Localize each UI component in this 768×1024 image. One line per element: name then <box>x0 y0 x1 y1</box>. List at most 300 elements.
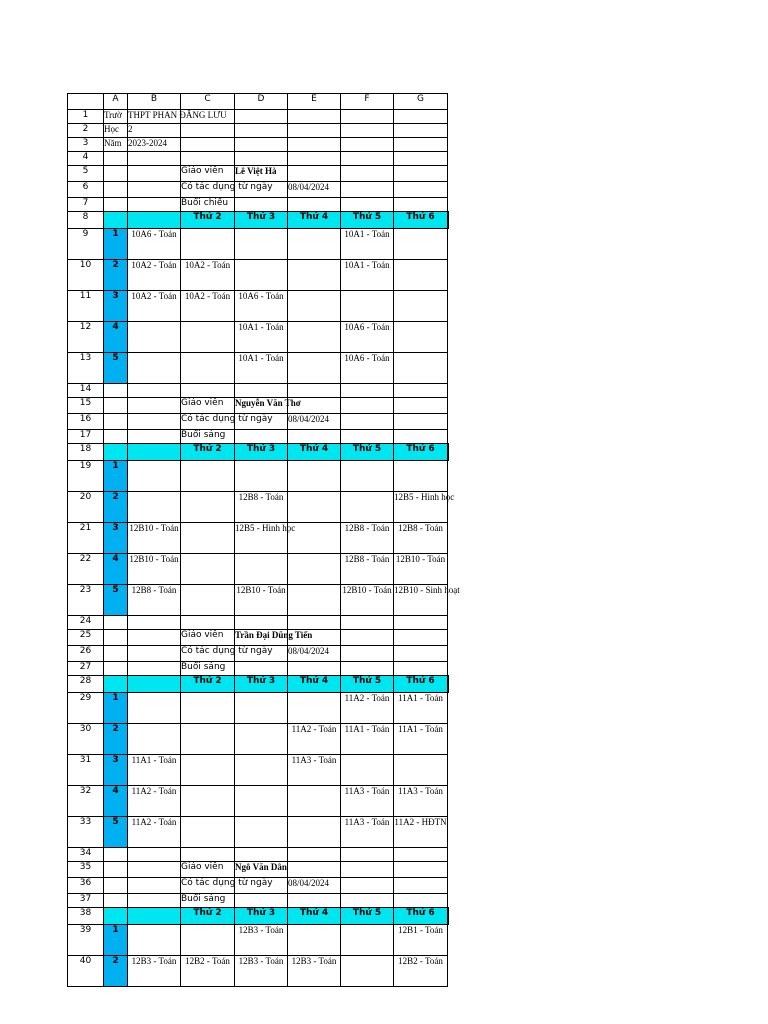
schedule-cell[interactable]: 10A2 - Toán <box>181 260 235 291</box>
row-number[interactable]: 10 <box>68 260 104 291</box>
day-header[interactable]: Thứ 2 <box>181 444 235 461</box>
schedule-cell[interactable] <box>394 229 448 260</box>
period-number[interactable]: 2 <box>104 724 128 755</box>
day-header[interactable]: Thứ 4 <box>288 212 341 229</box>
cell[interactable] <box>394 152 448 166</box>
header-blank[interactable] <box>128 444 181 461</box>
session-label[interactable]: Buổi sáng <box>181 430 235 444</box>
day-header[interactable]: Thứ 3 <box>235 212 288 229</box>
schedule-cell[interactable] <box>288 492 341 523</box>
effective-label-cell[interactable] <box>181 414 273 430</box>
row-number[interactable]: 22 <box>68 554 104 585</box>
column-header-g[interactable]: G <box>394 94 448 110</box>
schedule-cell[interactable] <box>341 956 394 987</box>
schedule-cell[interactable] <box>128 461 181 492</box>
row-number[interactable]: 38 <box>68 908 104 925</box>
cell[interactable] <box>341 182 394 198</box>
schedule-cell[interactable]: 12B8 - Toán <box>394 523 448 554</box>
period-number[interactable]: 4 <box>104 786 128 817</box>
cell[interactable] <box>235 110 288 124</box>
day-header[interactable]: Thứ 5 <box>341 908 394 925</box>
cell[interactable] <box>394 630 448 646</box>
period-number[interactable]: 5 <box>104 585 128 616</box>
schedule-cell[interactable] <box>235 260 288 291</box>
schedule-cell[interactable] <box>181 492 235 523</box>
period-number[interactable]: 1 <box>104 693 128 724</box>
schedule-cell[interactable]: 10A1 - Toán <box>341 229 394 260</box>
schedule-cell[interactable] <box>394 755 448 786</box>
cell[interactable] <box>104 848 128 862</box>
teacher-label[interactable]: Giáo viên <box>181 166 235 182</box>
cell[interactable] <box>235 430 288 444</box>
cell[interactable] <box>288 848 341 862</box>
header-blank[interactable] <box>128 212 181 229</box>
schedule-cell[interactable]: 10A2 - Toán <box>128 260 181 291</box>
cell[interactable] <box>288 124 341 138</box>
session-label[interactable]: Buổi sáng <box>181 662 235 676</box>
cell[interactable] <box>341 152 394 166</box>
row-number[interactable]: 19 <box>68 461 104 492</box>
row-number[interactable]: 37 <box>68 894 104 908</box>
schedule-cell[interactable]: 10A6 - Toán <box>341 322 394 353</box>
cell[interactable] <box>128 198 181 212</box>
cell[interactable] <box>288 198 341 212</box>
schedule-cell[interactable] <box>288 693 341 724</box>
schedule-cell[interactable] <box>181 523 235 554</box>
header-blank[interactable] <box>128 676 181 693</box>
cell[interactable] <box>341 862 394 878</box>
day-header[interactable]: Thứ 6 <box>394 444 448 461</box>
schedule-cell[interactable] <box>235 693 288 724</box>
cell[interactable] <box>181 848 235 862</box>
header-corner[interactable] <box>104 212 128 229</box>
schedule-cell[interactable]: 10A2 - Toán <box>181 291 235 322</box>
schedule-cell[interactable]: 12B1 - Toán <box>394 925 448 956</box>
schedule-cell[interactable] <box>235 724 288 755</box>
schedule-cell[interactable] <box>235 755 288 786</box>
row-number[interactable]: 9 <box>68 229 104 260</box>
cell[interactable] <box>181 384 235 398</box>
row-number[interactable]: 23 <box>68 585 104 616</box>
schedule-cell[interactable]: 11A3 - Toán <box>394 786 448 817</box>
schedule-cell[interactable] <box>128 724 181 755</box>
row-number[interactable]: 16 <box>68 414 104 430</box>
row-number[interactable]: 1 <box>68 110 104 124</box>
cell[interactable] <box>341 384 394 398</box>
schedule-cell[interactable]: 11A1 - Toán <box>341 724 394 755</box>
column-header-f[interactable]: F <box>341 94 394 110</box>
schedule-cell[interactable] <box>288 523 341 554</box>
schedule-cell[interactable] <box>235 817 288 848</box>
cell[interactable] <box>288 152 341 166</box>
teacher-name[interactable]: Nguyễn Văn Thơ <box>235 398 288 414</box>
row-number[interactable]: 6 <box>68 182 104 198</box>
cell[interactable] <box>104 430 128 444</box>
cell[interactable] <box>235 138 288 152</box>
cell[interactable] <box>288 862 341 878</box>
cell[interactable] <box>288 384 341 398</box>
schedule-cell[interactable] <box>181 554 235 585</box>
cell[interactable] <box>394 198 448 212</box>
effective-date[interactable]: 08/04/2024 <box>288 414 341 430</box>
effective-date[interactable]: 08/04/2024 <box>288 646 341 662</box>
row-number[interactable]: 35 <box>68 862 104 878</box>
schedule-cell[interactable] <box>288 291 341 322</box>
column-header-b[interactable]: B <box>128 94 181 110</box>
day-header[interactable]: Thứ 3 <box>235 444 288 461</box>
cell[interactable] <box>128 894 181 908</box>
schedule-cell[interactable] <box>288 461 341 492</box>
row-number[interactable]: 30 <box>68 724 104 755</box>
schedule-cell[interactable] <box>288 817 341 848</box>
schedule-cell[interactable]: 12B10 - Toán <box>235 585 288 616</box>
day-header[interactable]: Thứ 5 <box>341 676 394 693</box>
day-header[interactable]: Thứ 4 <box>288 908 341 925</box>
cell[interactable] <box>394 182 448 198</box>
schedule-cell[interactable] <box>288 322 341 353</box>
cell[interactable] <box>235 384 288 398</box>
cell[interactable] <box>341 848 394 862</box>
teacher-name[interactable]: Trần Đại Dũng Tiến <box>235 630 288 646</box>
cell[interactable] <box>128 430 181 444</box>
schedule-cell[interactable] <box>394 353 448 384</box>
schedule-cell[interactable]: 12B5 - Hình học <box>235 523 288 554</box>
cell[interactable] <box>341 616 394 630</box>
row-number[interactable]: 26 <box>68 646 104 662</box>
cell[interactable] <box>288 430 341 444</box>
cell[interactable] <box>128 414 181 430</box>
schedule-cell[interactable] <box>181 461 235 492</box>
row-number[interactable]: 3 <box>68 138 104 152</box>
column-header-c[interactable]: C <box>181 94 235 110</box>
cell[interactable] <box>394 414 448 430</box>
schedule-cell[interactable]: 10A2 - Toán <box>128 291 181 322</box>
schedule-cell[interactable] <box>394 322 448 353</box>
cell[interactable] <box>128 630 181 646</box>
cell[interactable] <box>128 124 181 138</box>
teacher-label[interactable]: Giáo viên <box>181 630 235 646</box>
period-number[interactable]: 2 <box>104 956 128 987</box>
cell[interactable] <box>104 862 128 878</box>
row-number[interactable]: 14 <box>68 384 104 398</box>
schedule-cell[interactable]: 11A2 - Toán <box>341 693 394 724</box>
day-header[interactable] <box>448 212 449 229</box>
row-number[interactable]: 24 <box>68 616 104 630</box>
session-label[interactable]: Buổi chiều <box>181 198 235 212</box>
day-header[interactable]: Thứ 4 <box>288 676 341 693</box>
cell[interactable] <box>394 662 448 676</box>
schedule-cell[interactable] <box>128 353 181 384</box>
cell[interactable] <box>394 398 448 414</box>
day-header[interactable] <box>448 676 449 693</box>
row-number[interactable]: 11 <box>68 291 104 322</box>
cell[interactable] <box>128 616 181 630</box>
row-number[interactable]: 31 <box>68 755 104 786</box>
cell[interactable] <box>341 414 394 430</box>
schedule-cell[interactable]: 11A2 - Toán <box>128 817 181 848</box>
cell[interactable] <box>341 124 394 138</box>
school-label[interactable]: Trườ <box>104 110 128 124</box>
header-blank[interactable] <box>128 908 181 925</box>
schedule-cell[interactable]: 12B10 - Toán <box>128 554 181 585</box>
period-number[interactable]: 3 <box>104 523 128 554</box>
cell[interactable] <box>104 398 128 414</box>
cell[interactable] <box>128 662 181 676</box>
row-number[interactable]: 28 <box>68 676 104 693</box>
cell[interactable] <box>394 862 448 878</box>
schedule-cell[interactable]: 12B8 - Toán <box>341 554 394 585</box>
row-number[interactable]: 4 <box>68 152 104 166</box>
period-number[interactable]: 1 <box>104 461 128 492</box>
session-label[interactable]: Buổi sáng <box>181 894 235 908</box>
schedule-cell[interactable] <box>235 786 288 817</box>
cell[interactable] <box>181 616 235 630</box>
schedule-cell[interactable] <box>341 461 394 492</box>
schedule-cell[interactable] <box>288 554 341 585</box>
day-header[interactable]: Thứ 5 <box>341 212 394 229</box>
cell[interactable] <box>341 110 394 124</box>
day-header[interactable] <box>448 908 449 925</box>
effective-label-cell[interactable] <box>181 646 273 662</box>
schedule-cell[interactable] <box>341 291 394 322</box>
row-number[interactable]: 2 <box>68 124 104 138</box>
day-header[interactable]: Thứ 6 <box>394 676 448 693</box>
spreadsheet-grid[interactable] <box>67 93 460 987</box>
cell[interactable] <box>341 430 394 444</box>
schedule-cell[interactable]: 11A3 - Toán <box>341 786 394 817</box>
cell[interactable] <box>288 138 341 152</box>
schedule-cell[interactable]: 10A1 - Toán <box>235 322 288 353</box>
column-header-e[interactable]: E <box>288 94 341 110</box>
effective-date[interactable]: 08/04/2024 <box>288 182 341 198</box>
cell[interactable] <box>128 182 181 198</box>
schedule-cell[interactable] <box>394 291 448 322</box>
schedule-cell[interactable]: 11A3 - Toán <box>341 817 394 848</box>
schedule-cell[interactable]: 10A1 - Toán <box>235 353 288 384</box>
row-number[interactable]: 40 <box>68 956 104 987</box>
schedule-cell[interactable] <box>288 353 341 384</box>
schedule-cell[interactable]: 11A2 - Toán <box>128 786 181 817</box>
cell[interactable] <box>341 646 394 662</box>
schedule-cell[interactable] <box>181 786 235 817</box>
schedule-cell[interactable] <box>181 585 235 616</box>
row-number[interactable]: 7 <box>68 198 104 212</box>
schedule-cell[interactable]: 10A1 - Toán <box>341 260 394 291</box>
cell[interactable] <box>341 198 394 212</box>
period-number[interactable]: 1 <box>104 229 128 260</box>
schedule-cell[interactable]: 12B3 - Toán <box>288 956 341 987</box>
day-header[interactable]: Thứ 6 <box>394 908 448 925</box>
row-number[interactable]: 39 <box>68 925 104 956</box>
row-number[interactable]: 33 <box>68 817 104 848</box>
cell[interactable] <box>394 110 448 124</box>
row-number[interactable]: 18 <box>68 444 104 461</box>
cell[interactable] <box>128 152 181 166</box>
cell[interactable] <box>394 138 448 152</box>
period-number[interactable]: 3 <box>104 291 128 322</box>
cell[interactable] <box>128 878 181 894</box>
cell[interactable] <box>235 616 288 630</box>
cell[interactable] <box>341 630 394 646</box>
schedule-cell[interactable] <box>181 693 235 724</box>
cell[interactable] <box>181 152 235 166</box>
schedule-cell[interactable] <box>235 461 288 492</box>
schedule-cell[interactable]: 12B3 - Toán <box>235 925 288 956</box>
schedule-cell[interactable] <box>288 925 341 956</box>
schedule-cell[interactable]: 12B10 - Toán <box>341 585 394 616</box>
schedule-cell[interactable] <box>181 724 235 755</box>
period-number[interactable]: 5 <box>104 817 128 848</box>
period-number[interactable]: 4 <box>104 322 128 353</box>
cell[interactable] <box>104 646 128 662</box>
schedule-cell[interactable]: 11A1 - Toán <box>394 724 448 755</box>
cell[interactable] <box>394 430 448 444</box>
schedule-cell[interactable] <box>181 353 235 384</box>
cell[interactable] <box>104 384 128 398</box>
cell[interactable] <box>104 878 128 894</box>
teacher-label[interactable]: Giáo viên <box>181 398 235 414</box>
term-label[interactable]: Học <box>104 124 128 138</box>
schedule-cell[interactable] <box>288 229 341 260</box>
cell[interactable] <box>128 166 181 182</box>
schedule-cell[interactable]: 12B10 - Toán <box>394 554 448 585</box>
period-number[interactable]: 1 <box>104 925 128 956</box>
cell[interactable] <box>394 848 448 862</box>
cell[interactable] <box>104 616 128 630</box>
day-header[interactable]: Thứ 3 <box>235 908 288 925</box>
cell[interactable] <box>394 616 448 630</box>
period-number[interactable]: 2 <box>104 260 128 291</box>
row-number[interactable]: 25 <box>68 630 104 646</box>
day-header[interactable]: Thứ 5 <box>341 444 394 461</box>
cell[interactable] <box>288 110 341 124</box>
cell[interactable] <box>235 848 288 862</box>
row-number[interactable]: 15 <box>68 398 104 414</box>
schedule-cell[interactable] <box>341 492 394 523</box>
cell[interactable] <box>394 166 448 182</box>
effective-label-cell[interactable] <box>181 182 273 198</box>
schedule-cell[interactable] <box>394 260 448 291</box>
period-number[interactable]: 2 <box>104 492 128 523</box>
period-number[interactable]: 3 <box>104 755 128 786</box>
day-header[interactable]: Thứ 2 <box>181 212 235 229</box>
cell[interactable] <box>104 630 128 646</box>
schedule-cell[interactable] <box>341 925 394 956</box>
schedule-cell[interactable] <box>394 461 448 492</box>
schedule-cell[interactable] <box>288 260 341 291</box>
schedule-cell[interactable]: 11A2 - Toán <box>288 724 341 755</box>
row-number[interactable]: 20 <box>68 492 104 523</box>
day-header[interactable]: Thứ 6 <box>394 212 448 229</box>
cell[interactable] <box>128 646 181 662</box>
cell[interactable] <box>235 152 288 166</box>
cell[interactable] <box>235 124 288 138</box>
cell[interactable] <box>394 646 448 662</box>
cell[interactable] <box>288 894 341 908</box>
cell[interactable] <box>235 198 288 212</box>
cell[interactable] <box>181 124 235 138</box>
period-number[interactable]: 4 <box>104 554 128 585</box>
row-number[interactable]: 12 <box>68 322 104 353</box>
row-number[interactable]: 29 <box>68 693 104 724</box>
row-number[interactable]: 8 <box>68 212 104 229</box>
cell[interactable] <box>341 398 394 414</box>
cell[interactable] <box>128 110 227 124</box>
row-number[interactable]: 34 <box>68 848 104 862</box>
cell[interactable] <box>341 662 394 676</box>
row-number[interactable]: 36 <box>68 878 104 894</box>
cell[interactable] <box>104 662 128 676</box>
header-corner[interactable] <box>104 908 128 925</box>
cell[interactable] <box>104 166 128 182</box>
schedule-cell[interactable]: 12B3 - Toán <box>235 956 288 987</box>
cell[interactable] <box>128 398 181 414</box>
cell[interactable] <box>288 166 341 182</box>
cell[interactable] <box>394 124 448 138</box>
schedule-cell[interactable]: 10A6 - Toán <box>341 353 394 384</box>
column-header-a[interactable]: A <box>104 94 128 110</box>
schedule-cell[interactable]: 12B8 - Toán <box>128 585 181 616</box>
schedule-cell[interactable]: 12B2 - Toán <box>394 956 448 987</box>
schedule-cell[interactable]: 11A1 - Toán <box>128 755 181 786</box>
row-number[interactable]: 13 <box>68 353 104 384</box>
effective-label-cell[interactable] <box>181 878 273 894</box>
schedule-cell[interactable]: 12B8 - Toán <box>235 492 288 523</box>
teacher-name[interactable]: Ngô Văn Dân <box>235 862 288 878</box>
teacher-label[interactable]: Giáo viên <box>181 862 235 878</box>
row-number[interactable]: 5 <box>68 166 104 182</box>
schedule-cell[interactable]: 12B2 - Toán <box>181 956 235 987</box>
schedule-cell[interactable] <box>181 925 235 956</box>
cell[interactable] <box>288 616 341 630</box>
cell[interactable] <box>128 862 181 878</box>
schedule-cell[interactable] <box>128 492 181 523</box>
cell[interactable] <box>181 138 235 152</box>
day-header[interactable]: Thứ 4 <box>288 444 341 461</box>
schedule-cell[interactable] <box>288 585 341 616</box>
schedule-cell[interactable] <box>128 322 181 353</box>
day-header[interactable] <box>448 444 449 461</box>
corner-cell[interactable] <box>68 94 104 110</box>
cell[interactable] <box>288 662 341 676</box>
schedule-cell[interactable] <box>181 229 235 260</box>
cell[interactable] <box>341 878 394 894</box>
schedule-cell[interactable]: 12B3 - Toán <box>128 956 181 987</box>
teacher-name[interactable]: Lê Việt Hà <box>235 166 288 182</box>
cell[interactable] <box>235 662 288 676</box>
schedule-cell[interactable] <box>341 755 394 786</box>
schedule-cell[interactable]: 12B5 - Hình học <box>394 492 448 523</box>
cell[interactable] <box>341 894 394 908</box>
cell[interactable] <box>104 152 128 166</box>
schedule-cell[interactable] <box>235 229 288 260</box>
column-header-d[interactable]: D <box>235 94 288 110</box>
cell[interactable] <box>104 198 128 212</box>
day-header[interactable]: Thứ 3 <box>235 676 288 693</box>
schedule-cell[interactable]: 11A3 - Toán <box>288 755 341 786</box>
cell[interactable] <box>235 894 288 908</box>
schedule-cell[interactable] <box>235 554 288 585</box>
row-number[interactable]: 21 <box>68 523 104 554</box>
day-header[interactable]: Thứ 2 <box>181 676 235 693</box>
schedule-cell[interactable]: 12B8 - Toán <box>341 523 394 554</box>
header-corner[interactable] <box>104 444 128 461</box>
year-label[interactable]: Năm <box>104 138 128 152</box>
cell[interactable] <box>104 894 128 908</box>
cell[interactable] <box>394 894 448 908</box>
cell[interactable] <box>128 138 181 152</box>
row-number[interactable]: 17 <box>68 430 104 444</box>
